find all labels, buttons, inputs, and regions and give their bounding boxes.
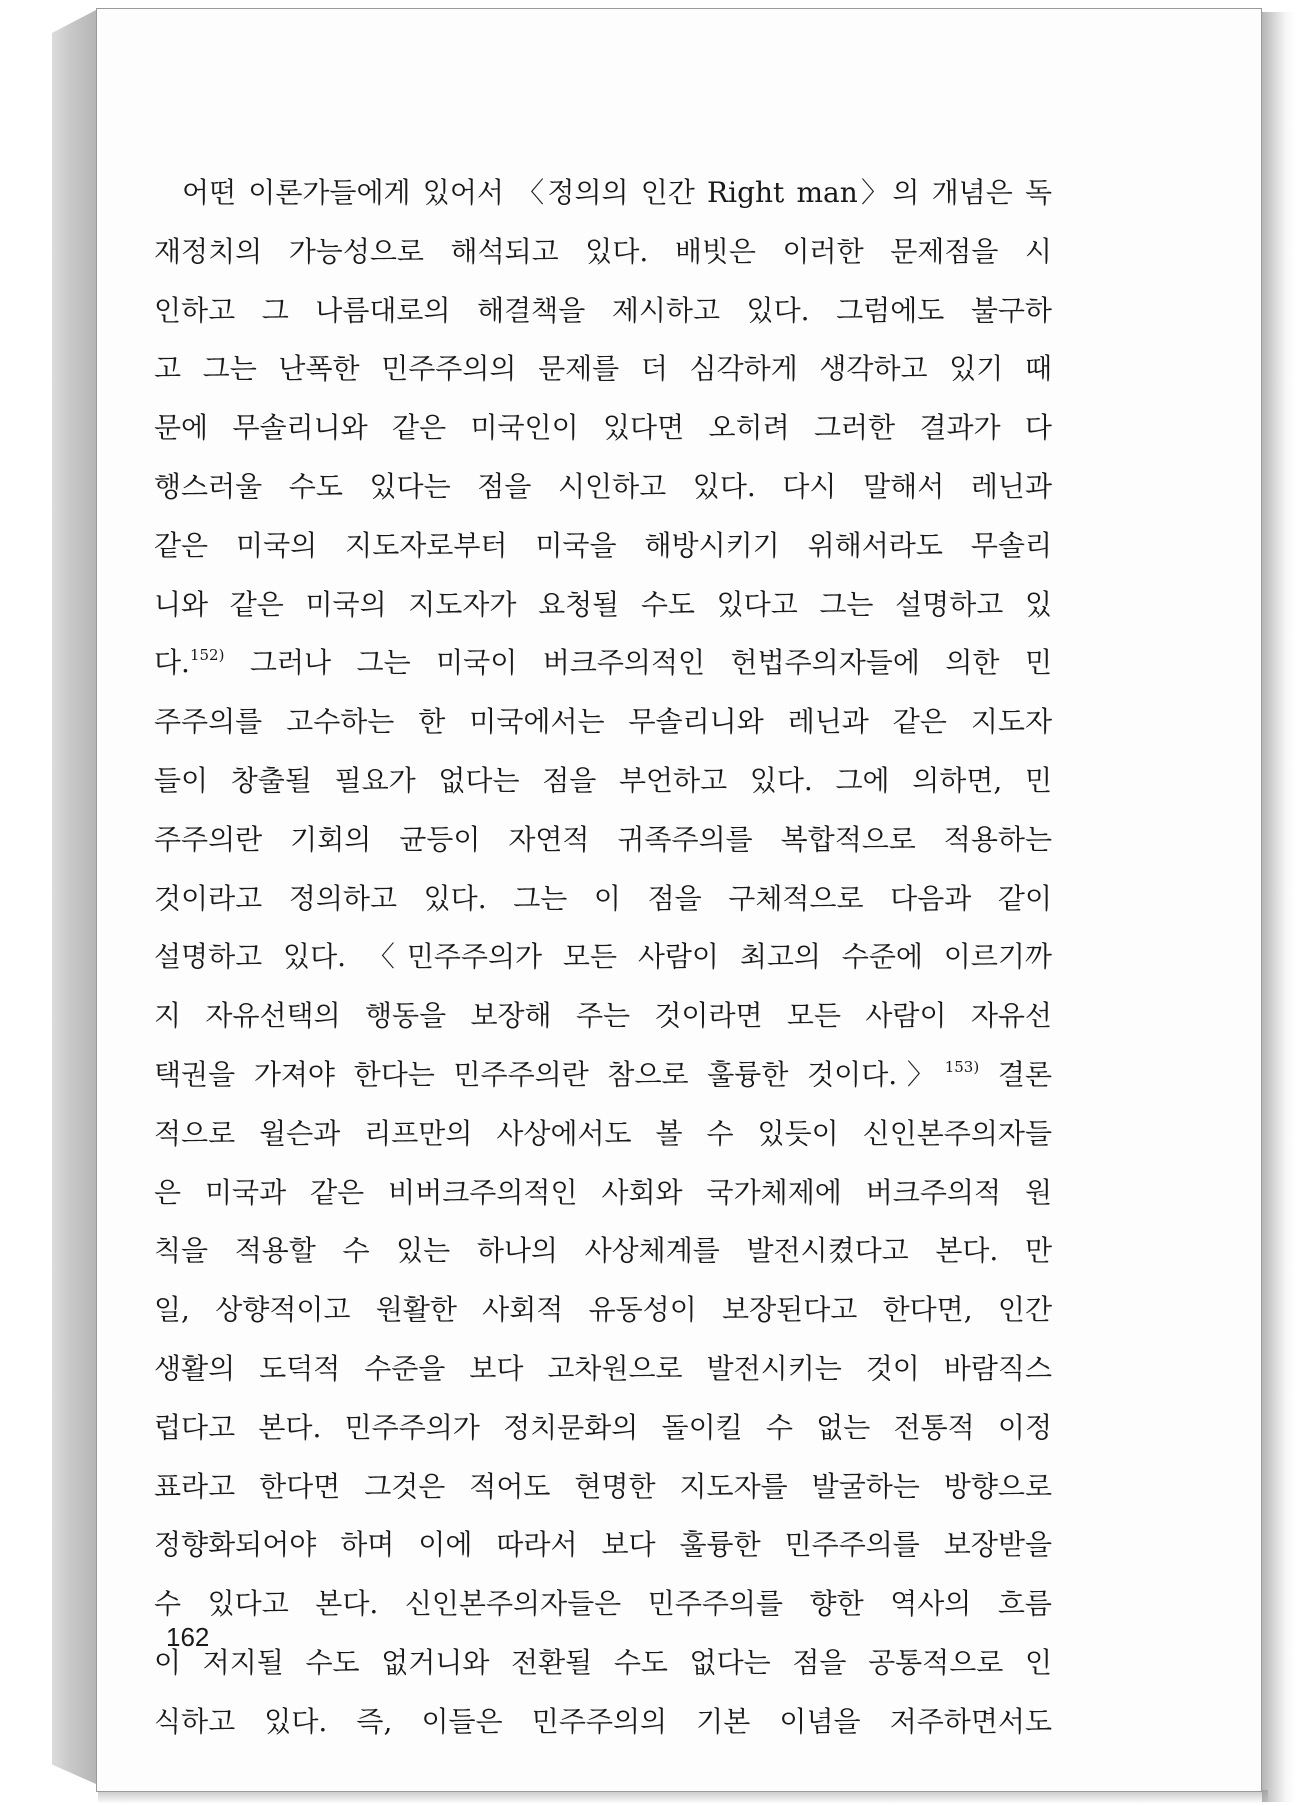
text-segment: 다. <box>154 646 190 680</box>
text-line: 고 그는 난폭한 민주주의의 문제를 더 심각하게 생각하고 있기 때 <box>154 352 1052 386</box>
text-line: 어떤 이론가들에게 있어서 〈정의의 인간 Right man〉의 개념은 독 <box>182 176 1052 209</box>
text-line: 같은 미국의 지도자로부터 미국을 해방시키기 위해서라도 무솔리 <box>154 528 1052 562</box>
text-line: 정향화되어야 하며 이에 따라서 보다 훌륭한 민주주의를 보장받을 <box>154 1528 1052 1562</box>
text-line: 주주의를 고수하는 한 미국에서는 무솔리니와 레닌과 같은 지도자 <box>154 705 1052 739</box>
text-line: 칙을 적용할 수 있는 하나의 사상체계를 발전시켰다고 본다. 만 <box>154 1234 1052 1268</box>
text-line: 행스러울 수도 있다는 점을 시인하고 있다. 다시 말해서 레닌과 <box>154 469 1052 503</box>
text-line <box>154 1046 1052 1105</box>
text-line: 재정치의 가능성으로 해석되고 있다. 배빗은 이러한 문제점을 시 <box>154 234 1052 268</box>
text-segment: 택권을 가져야 한다는 민주주의란 참으로 훌륭한 것이다.〉 <box>154 1057 945 1091</box>
text-line: 니와 같은 미국의 지도자가 요청될 수도 있다고 그는 설명하고 있 <box>154 587 1052 621</box>
page-number: 162 <box>166 1622 210 1652</box>
body-text <box>154 164 1052 1752</box>
text-line <box>154 634 1052 693</box>
text-line: 은 미국과 같은 비버크주의적인 사회와 국가체제에 버크주의적 원 <box>154 1175 1052 1209</box>
page-shadow-right <box>1262 12 1296 1802</box>
text-line: 설명하고 있다. 〈민주주의가 모든 사람이 최고의 수준에 이르기까 <box>154 940 1052 974</box>
footnote-ref-153: 153) <box>944 1057 980 1076</box>
text-line: 식하고 있다. 즉, 이들은 민주주의의 기본 이념을 저주하면서도 <box>154 1704 1052 1738</box>
book-spine <box>52 10 96 1784</box>
text-line: 주주의란 기회의 균등이 자연적 귀족주의를 복합적으로 적용하는 <box>154 822 1052 856</box>
text-line: 일, 상향적이고 원활한 사회적 유동성이 보장된다고 한다면, 인간 <box>154 1293 1052 1327</box>
text-line: 지 자유선택의 행동을 보장해 주는 것이라면 모든 사람이 자유선 <box>154 999 1052 1033</box>
text-line: 인하고 그 나름대로의 해결책을 제시하고 있다. 그럼에도 불구하 <box>154 293 1052 327</box>
text-segment: 결론 <box>979 1057 1052 1091</box>
text-segment: 그러나 그는 미국이 버크주의적인 헌법주의자들에 의한 민 <box>224 646 1052 680</box>
page-shadow-bottom <box>98 1790 1268 1804</box>
text-line: 문에 무솔리니와 같은 미국인이 있다면 오히려 그러한 결과가 다 <box>154 411 1052 445</box>
text-line: 적으로 윌슨과 리프만의 사상에서도 볼 수 있듯이 신인본주의자들 <box>154 1116 1052 1150</box>
text-line: 것이라고 정의하고 있다. 그는 이 점을 구체적으로 다음과 같이 <box>154 881 1052 915</box>
text-line: 럽다고 본다. 민주주의가 정치문화의 돌이킬 수 없는 전통적 이정 <box>154 1410 1052 1444</box>
text-line: 이 저지될 수도 없거니와 전환될 수도 없다는 점을 공통적으로 인 <box>154 1645 1052 1679</box>
text-line: 생활의 도덕적 수준을 보다 고차원으로 발전시키는 것이 바람직스 <box>154 1351 1052 1385</box>
text-line: 들이 창출될 필요가 없다는 점을 부언하고 있다. 그에 의하면, 민 <box>154 763 1052 797</box>
text-line: 표라고 한다면 그것은 적어도 현명한 지도자를 발굴하는 방향으로 <box>154 1469 1052 1503</box>
text-line: 수 있다고 본다. 신인본주의자들은 민주주의를 향한 역사의 흐름 <box>154 1587 1052 1621</box>
footnote-ref-152: 152) <box>189 646 225 665</box>
